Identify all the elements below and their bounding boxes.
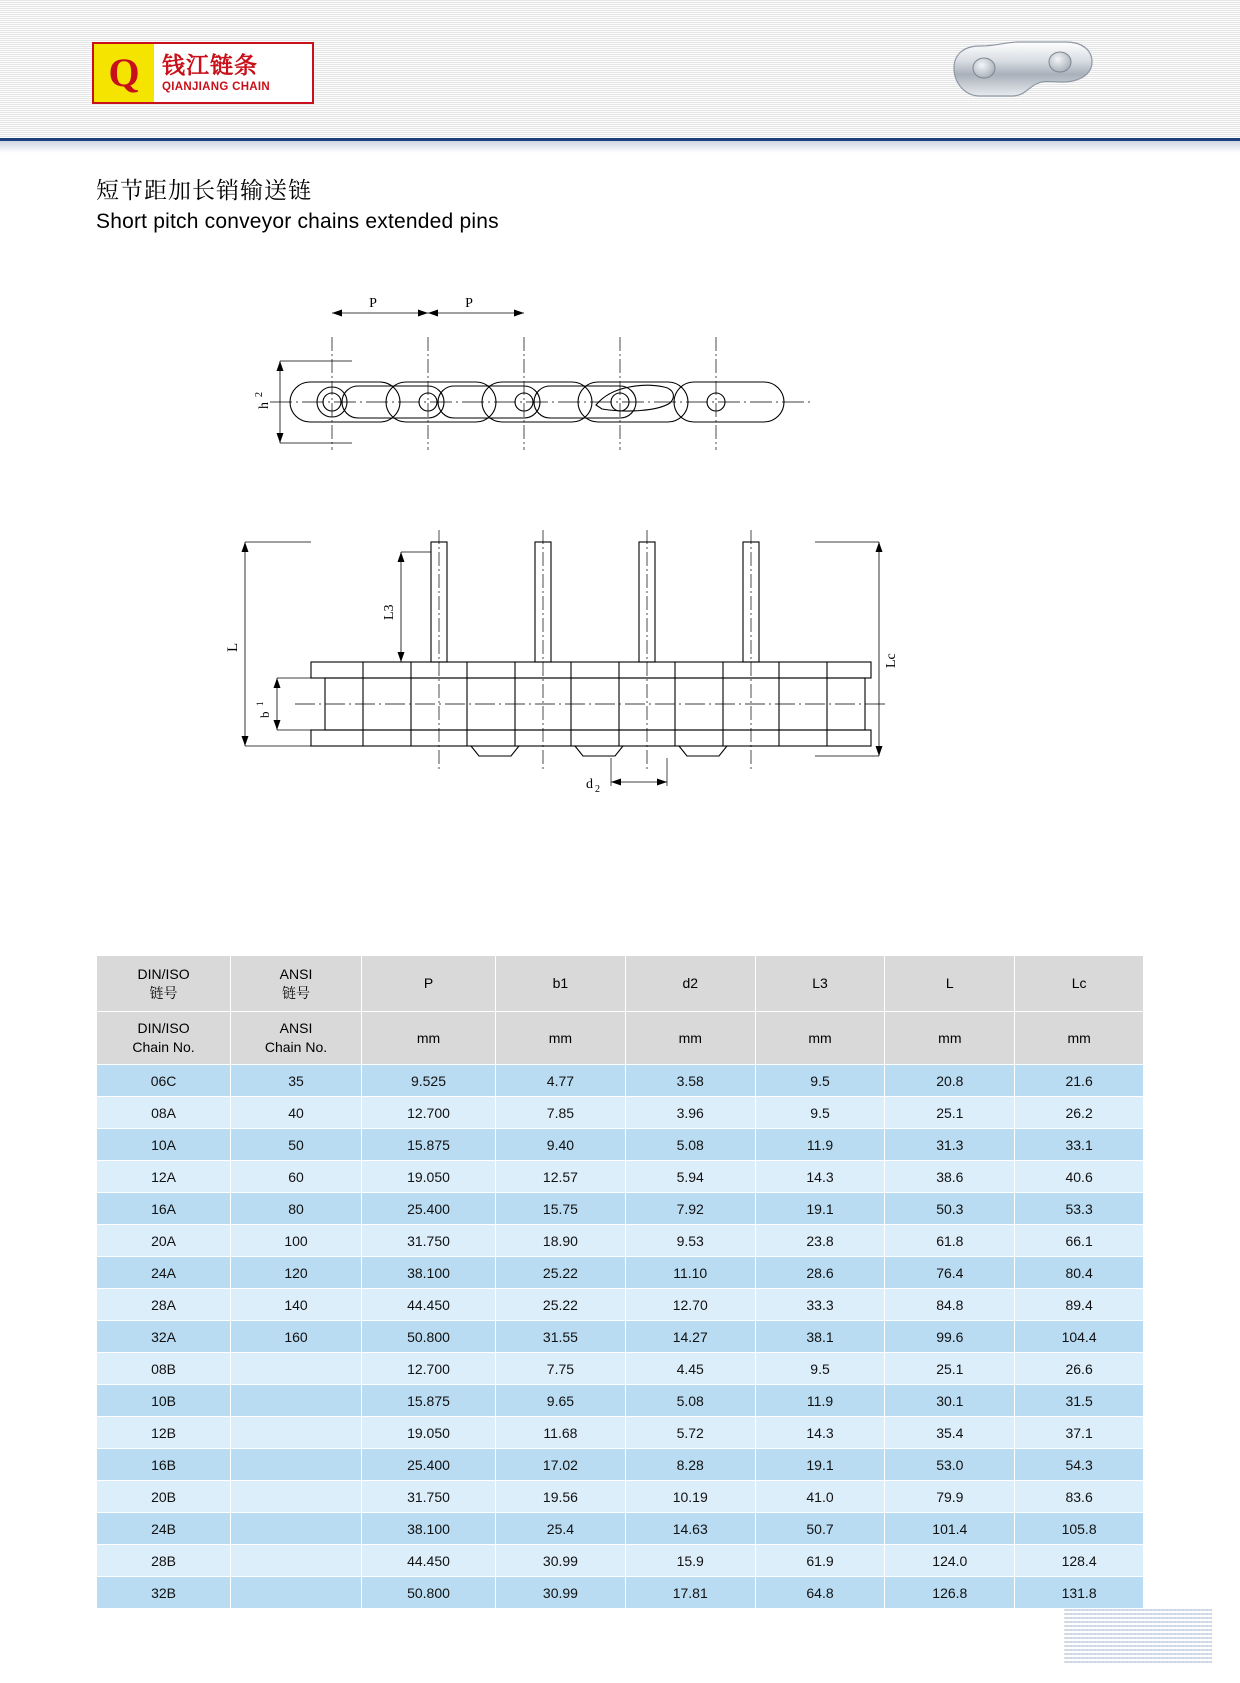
cell-ansi: 40	[231, 1097, 362, 1129]
cell-lc: 40.6	[1015, 1161, 1144, 1193]
cell-l3: 9.5	[755, 1353, 885, 1385]
page-header	[0, 0, 1240, 142]
cell-l: 35.4	[885, 1417, 1015, 1449]
company-logo	[92, 42, 314, 104]
table-row	[97, 1289, 1144, 1321]
logo-english-name: QIANJIANG CHAIN	[162, 80, 271, 93]
cell-lc: 83.6	[1015, 1481, 1144, 1513]
header-cell-lc: Lc	[1015, 956, 1144, 1012]
svg-text:P: P	[465, 296, 473, 311]
header-cell-l: L	[885, 956, 1015, 1012]
cell-d2: 15.9	[625, 1545, 755, 1577]
table-row	[97, 1353, 1144, 1385]
cell-l: 76.4	[885, 1257, 1015, 1289]
cell-l3: 19.1	[755, 1449, 885, 1481]
header-cell-ansi-cn	[231, 956, 362, 1012]
header-unit-lc: mm	[1015, 1012, 1144, 1065]
table-header-row-1	[97, 956, 1144, 1012]
svg-text:Lc: Lc	[884, 653, 899, 668]
header-unit-p: mm	[361, 1012, 495, 1065]
cell-din-iso: 20B	[97, 1481, 231, 1513]
cell-l3: 19.1	[755, 1193, 885, 1225]
table-body	[97, 1065, 1144, 1609]
cell-lc: 31.5	[1015, 1385, 1144, 1417]
svg-text:d: d	[586, 777, 593, 792]
svg-text:L: L	[225, 642, 241, 652]
header-line-2: 链号	[149, 984, 178, 1001]
header-cell-dinISO-en	[97, 1012, 231, 1065]
cell-l: 84.8	[885, 1289, 1015, 1321]
table-row	[97, 1257, 1144, 1289]
table-header-row-2	[97, 1012, 1144, 1065]
cell-d2: 3.96	[625, 1097, 755, 1129]
page-title-english: Short pitch conveyor chains extended pins	[96, 210, 499, 233]
cell-din-iso: 16A	[97, 1193, 231, 1225]
chain-specification-table	[96, 955, 1144, 1609]
cell-ansi: 100	[231, 1225, 362, 1257]
cell-ansi	[231, 1545, 362, 1577]
cell-lc: 33.1	[1015, 1129, 1144, 1161]
cell-d2: 5.94	[625, 1161, 755, 1193]
cell-lc: 37.1	[1015, 1417, 1144, 1449]
cell-l3: 50.7	[755, 1513, 885, 1545]
cell-ansi: 60	[231, 1161, 362, 1193]
cell-l: 126.8	[885, 1577, 1015, 1609]
svg-text:L3: L3	[382, 604, 397, 620]
table-row	[97, 1225, 1144, 1257]
cell-lc: 21.6	[1015, 1065, 1144, 1097]
svg-text:2: 2	[254, 392, 265, 397]
cell-l: 38.6	[885, 1161, 1015, 1193]
cell-d2: 3.58	[625, 1065, 755, 1097]
cell-p: 19.050	[361, 1417, 495, 1449]
cell-din-iso: 10A	[97, 1129, 231, 1161]
cell-d2: 14.63	[625, 1513, 755, 1545]
cell-b1: 9.40	[496, 1129, 626, 1161]
cell-p: 12.700	[361, 1353, 495, 1385]
cell-din-iso: 28B	[97, 1545, 231, 1577]
cell-b1: 4.77	[496, 1065, 626, 1097]
cell-din-iso: 08A	[97, 1097, 231, 1129]
cell-b1: 31.55	[496, 1321, 626, 1353]
cell-l3: 11.9	[755, 1129, 885, 1161]
cell-l: 53.0	[885, 1449, 1015, 1481]
cell-lc: 131.8	[1015, 1577, 1144, 1609]
header-unit-d2: mm	[625, 1012, 755, 1065]
header-line-1: DIN/ISO	[137, 965, 190, 982]
cell-p: 25.400	[361, 1193, 495, 1225]
cell-l3: 14.3	[755, 1161, 885, 1193]
cell-b1: 7.85	[496, 1097, 626, 1129]
cell-l: 25.1	[885, 1097, 1015, 1129]
svg-text:2: 2	[595, 784, 600, 795]
header-unit-b1: mm	[496, 1012, 626, 1065]
cell-l: 30.1	[885, 1385, 1015, 1417]
cell-d2: 4.45	[625, 1353, 755, 1385]
table-row	[97, 1481, 1144, 1513]
cell-lc: 26.2	[1015, 1097, 1144, 1129]
header-cell-d2: d2	[625, 956, 755, 1012]
chain-side-view-drawing	[240, 285, 840, 485]
table-row	[97, 1449, 1144, 1481]
header-unit-l3: mm	[755, 1012, 885, 1065]
cell-d2: 5.72	[625, 1417, 755, 1449]
cell-b1: 18.90	[496, 1225, 626, 1257]
cell-p: 31.750	[361, 1481, 495, 1513]
logo-text-block	[154, 44, 312, 102]
cell-l: 99.6	[885, 1321, 1015, 1353]
cell-p: 50.800	[361, 1577, 495, 1609]
cell-d2: 5.08	[625, 1385, 755, 1417]
cell-p: 38.100	[361, 1257, 495, 1289]
cell-din-iso: 12A	[97, 1161, 231, 1193]
cell-din-iso: 12B	[97, 1417, 231, 1449]
cell-p: 15.875	[361, 1129, 495, 1161]
cell-p: 12.700	[361, 1097, 495, 1129]
header-cell-p: P	[361, 956, 495, 1012]
cell-ansi: 160	[231, 1321, 362, 1353]
cell-l: 61.8	[885, 1225, 1015, 1257]
header-line-1: ANSI	[279, 1020, 313, 1037]
cell-din-iso: 28A	[97, 1289, 231, 1321]
cell-l3: 11.9	[755, 1385, 885, 1417]
cell-d2: 11.10	[625, 1257, 755, 1289]
header-gradient-band	[0, 141, 1240, 153]
cell-b1: 25.4	[496, 1513, 626, 1545]
cell-lc: 66.1	[1015, 1225, 1144, 1257]
cell-l3: 64.8	[755, 1577, 885, 1609]
cell-ansi	[231, 1417, 362, 1449]
cell-l3: 33.3	[755, 1289, 885, 1321]
header-unit-l: mm	[885, 1012, 1015, 1065]
cell-l: 79.9	[885, 1481, 1015, 1513]
table-row	[97, 1417, 1144, 1449]
svg-text:h: h	[257, 402, 272, 409]
cell-din-iso: 16B	[97, 1449, 231, 1481]
cell-l3: 14.3	[755, 1417, 885, 1449]
cell-din-iso: 24B	[97, 1513, 231, 1545]
table-row	[97, 1321, 1144, 1353]
cell-p: 38.100	[361, 1513, 495, 1545]
svg-text:P: P	[369, 296, 377, 311]
cell-p: 25.400	[361, 1449, 495, 1481]
cell-d2: 10.19	[625, 1481, 755, 1513]
header-line-2: 链号	[282, 984, 311, 1001]
cell-d2: 5.08	[625, 1129, 755, 1161]
cell-ansi: 80	[231, 1193, 362, 1225]
cell-l: 31.3	[885, 1129, 1015, 1161]
cell-ansi	[231, 1449, 362, 1481]
cell-p: 44.450	[361, 1545, 495, 1577]
cell-b1: 17.02	[496, 1449, 626, 1481]
cell-b1: 30.99	[496, 1545, 626, 1577]
cell-ansi	[231, 1577, 362, 1609]
table-row	[97, 1097, 1144, 1129]
chain-link-plate-icon	[950, 38, 1100, 104]
table-row	[97, 1385, 1144, 1417]
cell-l: 25.1	[885, 1353, 1015, 1385]
cell-lc: 26.6	[1015, 1353, 1144, 1385]
cell-l: 50.3	[885, 1193, 1015, 1225]
logo-chinese-name: 钱江链条	[162, 52, 258, 79]
cell-din-iso: 24A	[97, 1257, 231, 1289]
chain-extended-pin-front-view-drawing	[215, 520, 905, 820]
table-row	[97, 1577, 1144, 1609]
page-title-chinese: 短节距加长销输送链	[96, 178, 312, 204]
cell-lc: 104.4	[1015, 1321, 1144, 1353]
cell-l: 124.0	[885, 1545, 1015, 1577]
cell-p: 44.450	[361, 1289, 495, 1321]
header-cell-l3: L3	[755, 956, 885, 1012]
cell-lc: 128.4	[1015, 1545, 1144, 1577]
cell-p: 9.525	[361, 1065, 495, 1097]
cell-ansi	[231, 1481, 362, 1513]
cell-b1: 30.99	[496, 1577, 626, 1609]
svg-text:1: 1	[255, 701, 265, 706]
header-line-2: Chain No.	[132, 1039, 195, 1055]
cell-b1: 11.68	[496, 1417, 626, 1449]
cell-d2: 12.70	[625, 1289, 755, 1321]
cell-l: 101.4	[885, 1513, 1015, 1545]
header-line-2: Chain No.	[264, 1039, 328, 1055]
cell-p: 19.050	[361, 1161, 495, 1193]
cell-l3: 28.6	[755, 1257, 885, 1289]
cell-l3: 9.5	[755, 1097, 885, 1129]
table-row	[97, 1545, 1144, 1577]
cell-l3: 41.0	[755, 1481, 885, 1513]
cell-p: 15.875	[361, 1385, 495, 1417]
cell-b1: 19.56	[496, 1481, 626, 1513]
cell-d2: 9.53	[625, 1225, 755, 1257]
cell-ansi: 120	[231, 1257, 362, 1289]
header-cell-dinISO-cn	[97, 956, 231, 1012]
cell-b1: 9.65	[496, 1385, 626, 1417]
cell-b1: 15.75	[496, 1193, 626, 1225]
cell-d2: 8.28	[625, 1449, 755, 1481]
table-row	[97, 1129, 1144, 1161]
cell-ansi: 35	[231, 1065, 362, 1097]
cell-ansi: 140	[231, 1289, 362, 1321]
cell-din-iso: 10B	[97, 1385, 231, 1417]
cell-d2: 14.27	[625, 1321, 755, 1353]
header-cell-ansi-en	[231, 1012, 362, 1065]
cell-din-iso: 32B	[97, 1577, 231, 1609]
svg-text:b: b	[257, 711, 272, 718]
cell-l: 20.8	[885, 1065, 1015, 1097]
cell-b1: 7.75	[496, 1353, 626, 1385]
table-row	[97, 1513, 1144, 1545]
header-cell-b1: b1	[496, 956, 626, 1012]
cell-l3: 61.9	[755, 1545, 885, 1577]
cell-d2: 7.92	[625, 1193, 755, 1225]
cell-lc: 80.4	[1015, 1257, 1144, 1289]
cell-lc: 105.8	[1015, 1513, 1144, 1545]
cell-ansi: 50	[231, 1129, 362, 1161]
cell-l3: 38.1	[755, 1321, 885, 1353]
cell-ansi	[231, 1385, 362, 1417]
cell-din-iso: 20A	[97, 1225, 231, 1257]
cell-ansi	[231, 1513, 362, 1545]
cell-din-iso: 06C	[97, 1065, 231, 1097]
cell-ansi	[231, 1353, 362, 1385]
cell-b1: 25.22	[496, 1289, 626, 1321]
footer-texture-block	[1064, 1609, 1212, 1665]
cell-lc: 89.4	[1015, 1289, 1144, 1321]
header-line-1: ANSI	[279, 965, 313, 982]
cell-lc: 54.3	[1015, 1449, 1144, 1481]
logo-initial: Q	[94, 44, 154, 102]
table-row	[97, 1193, 1144, 1225]
table-row	[97, 1161, 1144, 1193]
cell-l3: 23.8	[755, 1225, 885, 1257]
cell-lc: 53.3	[1015, 1193, 1144, 1225]
cell-p: 50.800	[361, 1321, 495, 1353]
cell-d2: 17.81	[625, 1577, 755, 1609]
cell-din-iso: 32A	[97, 1321, 231, 1353]
cell-b1: 25.22	[496, 1257, 626, 1289]
cell-b1: 12.57	[496, 1161, 626, 1193]
cell-din-iso: 08B	[97, 1353, 231, 1385]
cell-l3: 9.5	[755, 1065, 885, 1097]
cell-p: 31.750	[361, 1225, 495, 1257]
header-line-1: DIN/ISO	[137, 1020, 190, 1037]
table-row	[97, 1065, 1144, 1097]
